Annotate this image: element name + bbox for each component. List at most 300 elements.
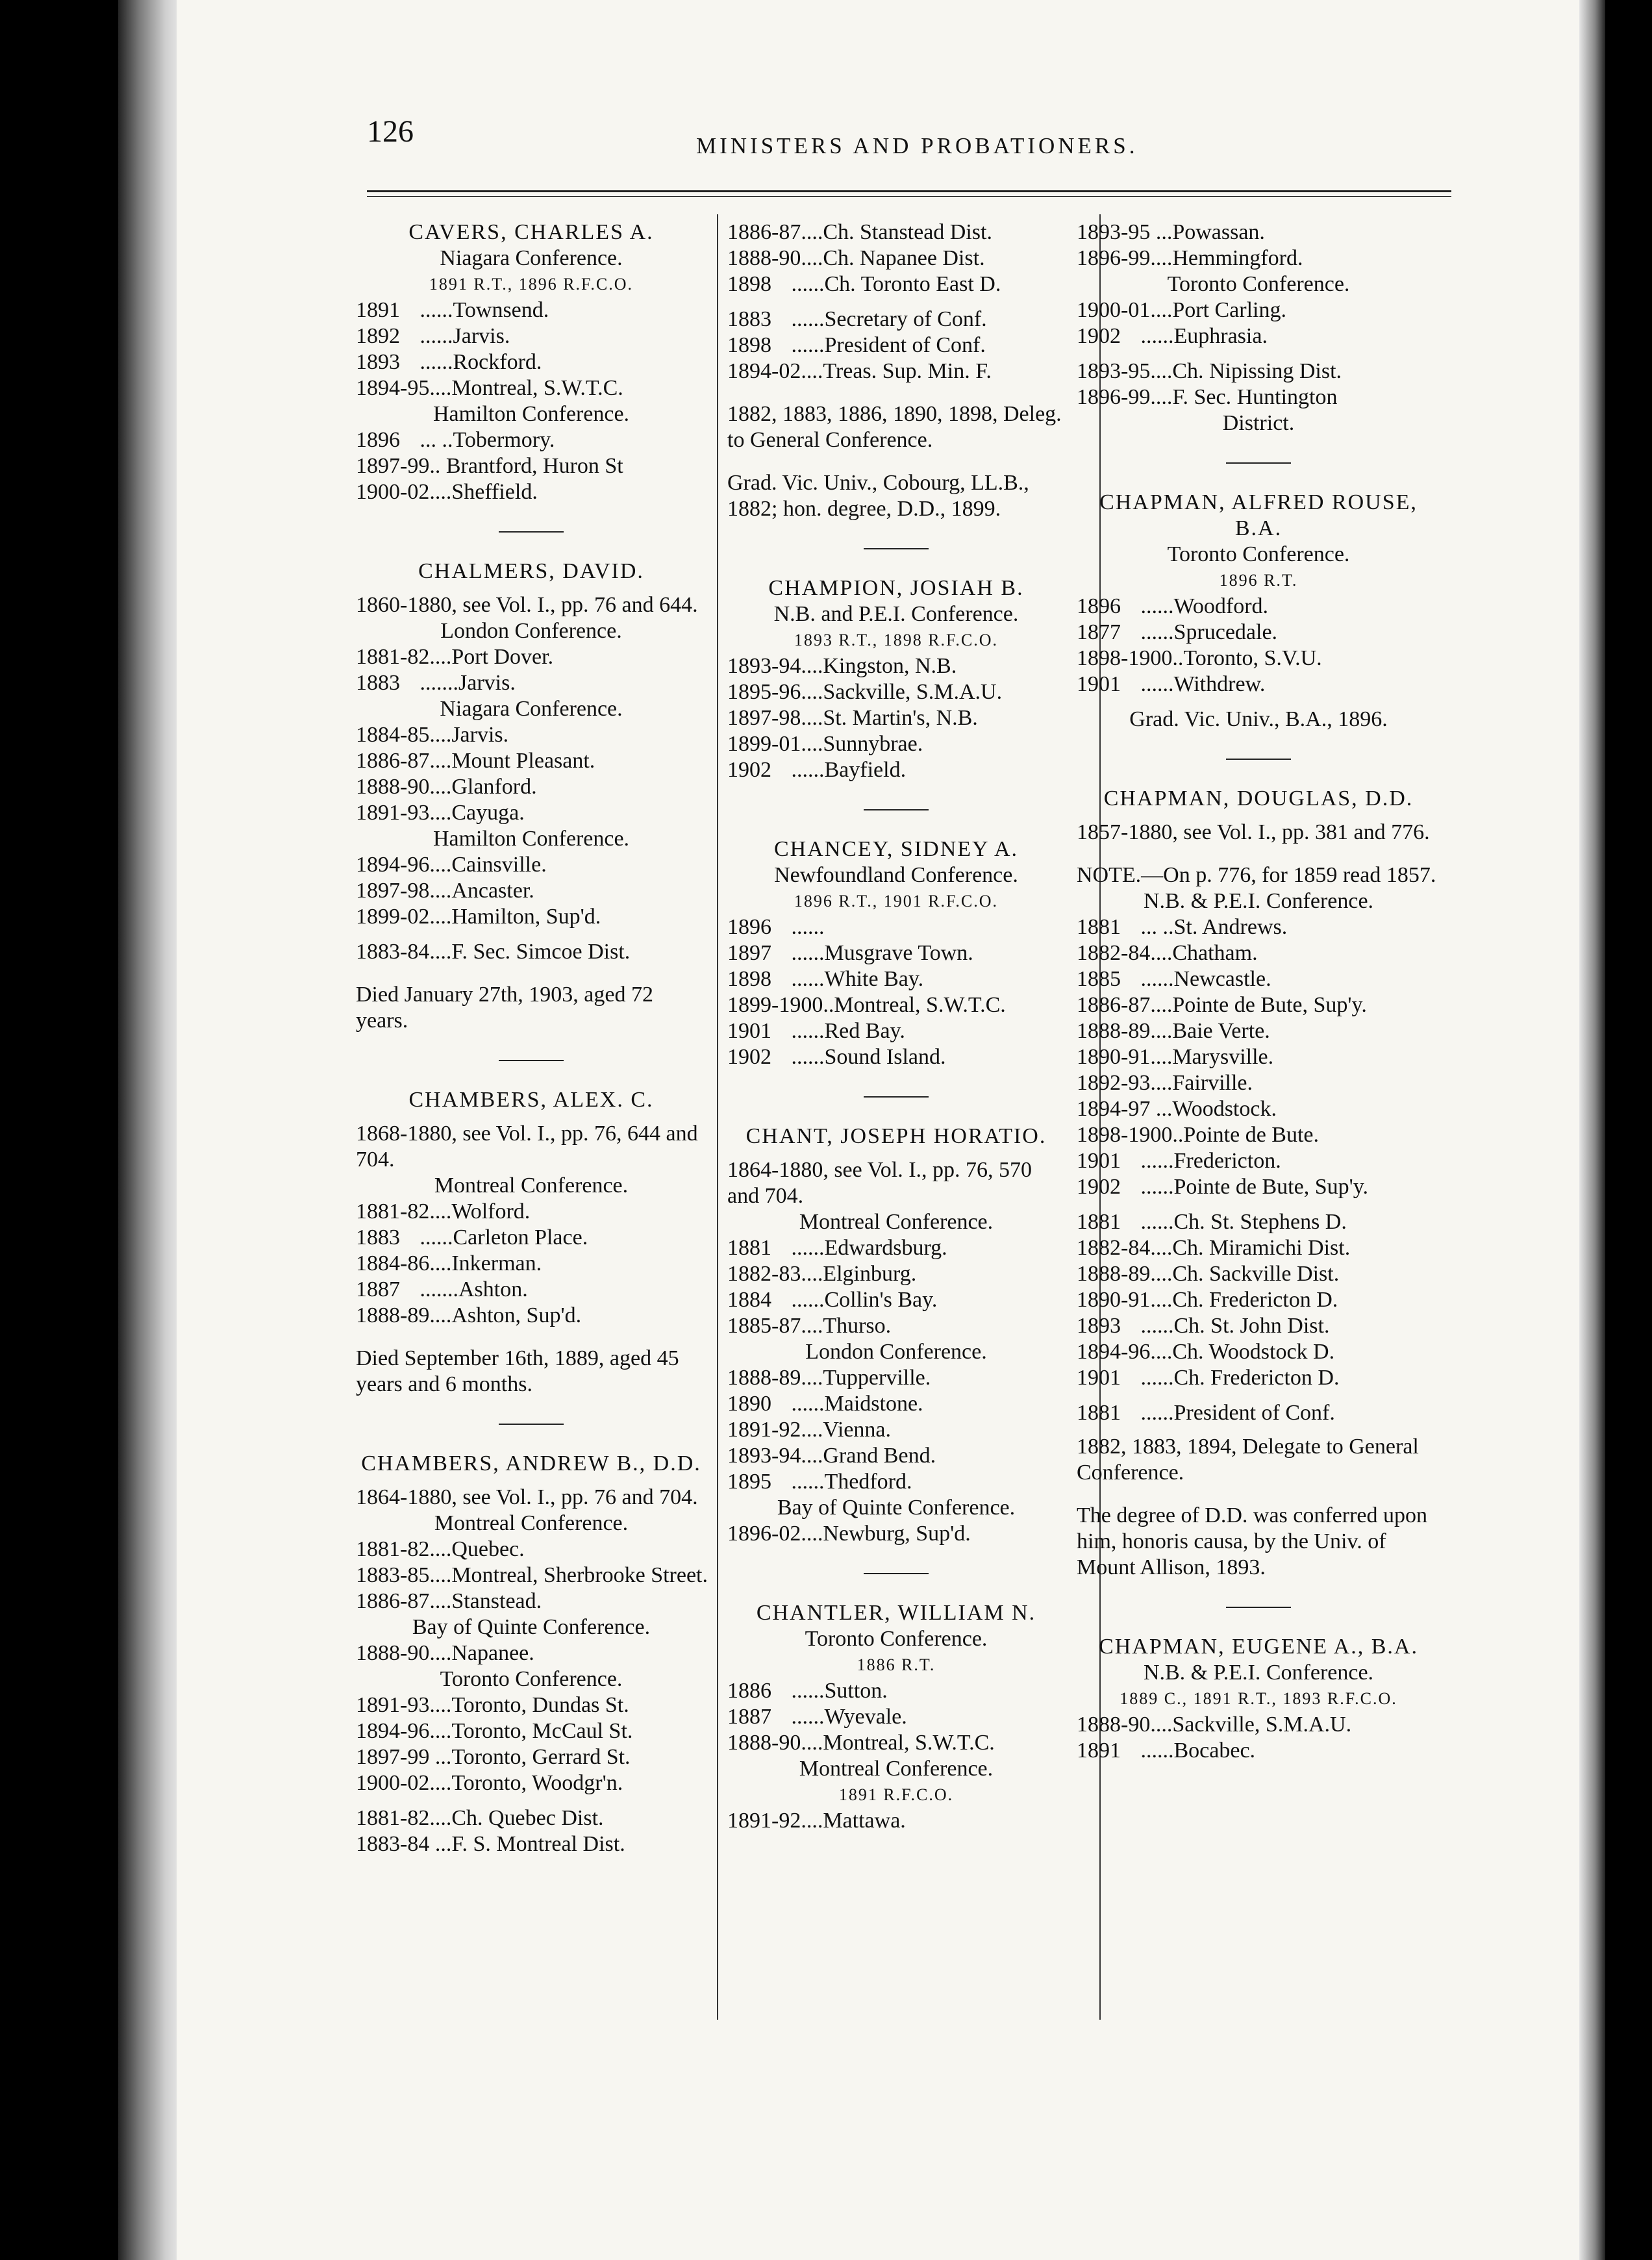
entry-text: ... ..St. Andrews. bbox=[1135, 915, 1288, 939]
note-text: Died January 27th, 1903, aged 72 years. bbox=[356, 983, 653, 1033]
entry-year: 1890-91 bbox=[1077, 1045, 1151, 1069]
entry-row bbox=[356, 323, 707, 349]
entry-text: ....Ch. Stanstead Dist. bbox=[801, 220, 992, 244]
entry-separator bbox=[499, 1060, 564, 1061]
entry-row bbox=[356, 722, 707, 748]
conference-line: N.B. and P.E.I. Conference. bbox=[773, 602, 1019, 626]
entry-row bbox=[727, 307, 1065, 333]
entry-text: ..Toronto, S.V.U. bbox=[1172, 646, 1322, 670]
entry-year: 1902 bbox=[1077, 324, 1121, 348]
entry-row bbox=[1077, 914, 1440, 940]
entry-year: 1888-90 bbox=[356, 1641, 430, 1665]
minister-name: CHAMPION, JOSIAH B. bbox=[768, 576, 1024, 600]
spacer bbox=[727, 297, 1065, 307]
conference-line: Grad. Vic. Univ., B.A., 1896. bbox=[1129, 707, 1388, 731]
entry-text: ......Newcastle. bbox=[1135, 967, 1271, 991]
conference-line: Newfoundland Conference. bbox=[774, 863, 1018, 887]
entry-year: 1899-02 bbox=[356, 905, 430, 929]
entry-year: 1902 bbox=[727, 758, 771, 782]
entry-separator bbox=[864, 548, 929, 549]
entry-row bbox=[727, 1443, 1065, 1469]
entry-row bbox=[727, 757, 1065, 783]
entry-year: 1888-89 bbox=[1077, 1019, 1151, 1043]
entry-text: ...Powassan. bbox=[1150, 220, 1265, 244]
entry-row bbox=[727, 1678, 1065, 1704]
entry-text: ....Kingston, N.B. bbox=[801, 654, 957, 678]
entry-text: ....Ch. Quebec Dist. bbox=[429, 1806, 604, 1830]
entry-row bbox=[1077, 992, 1440, 1018]
entry-year: 1881-82 bbox=[356, 1199, 430, 1224]
entry-row bbox=[1077, 1174, 1440, 1200]
entry-text: ....St. Martin's, N.B. bbox=[801, 706, 978, 730]
entry-text: ....Ch. Sackville Dist. bbox=[1150, 1262, 1340, 1286]
entry-year: 1897 bbox=[727, 941, 771, 965]
entry-row bbox=[727, 940, 1065, 966]
entry-text: ....Hemmingford. bbox=[1150, 246, 1303, 270]
entry-row bbox=[727, 1044, 1065, 1070]
entry-year: 1887 bbox=[727, 1705, 771, 1729]
note-text: 1882, 1883, 1886, 1890, 1898, Deleg. to General Conference. bbox=[727, 402, 1062, 452]
entry-year: 1886-87 bbox=[356, 1589, 430, 1613]
entry-row bbox=[727, 1521, 1065, 1547]
spacer bbox=[1077, 1486, 1440, 1495]
entry-row bbox=[1077, 1209, 1440, 1235]
note-text: The degree of D.D. was conferred upon him, honoris causa, by the Univ. of Mount Allison, 1893. bbox=[1077, 1503, 1427, 1579]
spacer bbox=[356, 1796, 707, 1805]
entry-text: ....Pointe de Bute, Sup'y. bbox=[1150, 993, 1367, 1017]
entry-text: ......Euphrasia. bbox=[1135, 324, 1268, 348]
entry-text: ....Grand Bend. bbox=[801, 1444, 936, 1468]
spacer bbox=[727, 453, 1065, 462]
entry-separator bbox=[499, 531, 564, 533]
entry-year: 1884-86 bbox=[356, 1251, 430, 1275]
entry-text: ......Ch. St. Stephens D. bbox=[1135, 1210, 1347, 1234]
conference-line: London Conference. bbox=[805, 1340, 987, 1364]
entry-year: 1888-90 bbox=[727, 1731, 801, 1755]
column-rule bbox=[717, 214, 718, 2020]
entry-year: 1892 bbox=[356, 324, 400, 348]
entry-text: ....Port Carling. bbox=[1150, 298, 1286, 322]
entry-row bbox=[1077, 1122, 1440, 1148]
entry-year: 1894-97 bbox=[1077, 1097, 1151, 1121]
entry-text: ......Secretary of Conf. bbox=[786, 307, 987, 331]
entry-text: ......Fredericton. bbox=[1135, 1149, 1281, 1173]
entry-text: ......Edwardsburg. bbox=[786, 1236, 947, 1260]
entry-row bbox=[727, 1730, 1065, 1756]
entry-row bbox=[1077, 1313, 1440, 1339]
entry-text: ....Sackville, S.M.A.U. bbox=[1150, 1713, 1352, 1737]
entry-text: ....Ashton, Sup'd. bbox=[429, 1303, 582, 1327]
entry-year: 1900-02 bbox=[356, 480, 430, 504]
entry-row bbox=[727, 992, 1065, 1018]
conference-line: Niagara Conference. bbox=[440, 697, 623, 721]
entry-row bbox=[1077, 220, 1440, 245]
entry-row bbox=[727, 358, 1065, 384]
entry-row bbox=[1077, 1096, 1440, 1122]
entry-year: 1888-90 bbox=[727, 246, 801, 270]
entry-year: 1883 bbox=[356, 1225, 400, 1249]
entry-text: ......Sound Island. bbox=[786, 1045, 946, 1069]
entry-row bbox=[1077, 1261, 1440, 1287]
note-text: 1864-1880, see Vol. I., pp. 76 and 704. bbox=[356, 1485, 698, 1509]
entry-year: 1894-96 bbox=[1077, 1340, 1151, 1364]
entry-year: 1882-84 bbox=[1077, 941, 1151, 965]
entry-year: 1881 bbox=[1077, 915, 1121, 939]
entry-text: ....Ch. Fredericton D. bbox=[1150, 1288, 1338, 1312]
entry-year: 1881-82 bbox=[356, 1537, 430, 1561]
entry-row bbox=[1077, 1400, 1440, 1426]
reception-line: 1889 C., 1891 R.T., 1893 R.F.C.O. bbox=[1120, 1689, 1397, 1708]
entry-row bbox=[727, 1261, 1065, 1287]
entry-text: ....Vienna. bbox=[801, 1418, 891, 1442]
entry-row bbox=[356, 349, 707, 375]
note-text: 1864-1880, see Vol. I., pp. 76, 570 and 704. bbox=[727, 1158, 1032, 1208]
entry-year: 1894-02 bbox=[727, 359, 801, 383]
conference-line: Hamilton Conference. bbox=[432, 402, 630, 426]
page-number: 126 bbox=[367, 114, 414, 149]
entry-text: .......Jarvis. bbox=[414, 671, 516, 695]
entry-row bbox=[1077, 245, 1440, 271]
entry-row bbox=[356, 748, 707, 774]
entry-text: ....Mattawa. bbox=[801, 1809, 906, 1833]
entry-row bbox=[1077, 1148, 1440, 1174]
conference-line: London Conference. bbox=[440, 619, 622, 643]
minister-name: CHANT, JOSEPH HORATIO. bbox=[745, 1124, 1047, 1148]
entry-text: ....Montreal, S.W.T.C. bbox=[429, 376, 623, 400]
entry-row bbox=[356, 1770, 707, 1796]
entry-year: 1892-93 bbox=[1077, 1071, 1151, 1095]
entry-year: 1886-87 bbox=[1077, 993, 1151, 1017]
entry-text: ....Chatham. bbox=[1150, 941, 1258, 965]
entry-year: 1884 bbox=[727, 1288, 771, 1312]
entry-row bbox=[727, 220, 1065, 245]
entry-text: ......Pointe de Bute, Sup'y. bbox=[1135, 1175, 1369, 1199]
entry-text: ....Montreal, S.W.T.C. bbox=[801, 1731, 995, 1755]
reception-line: 1896 R.T. bbox=[1219, 571, 1298, 590]
entry-year: 1891 bbox=[1077, 1739, 1121, 1763]
entry-separator bbox=[1226, 1607, 1291, 1608]
entry-row bbox=[1077, 966, 1440, 992]
entry-text: ......Musgrave Town. bbox=[786, 941, 973, 965]
entry-row bbox=[356, 1563, 707, 1588]
entry-row bbox=[356, 479, 707, 505]
entry-year: 1884-85 bbox=[356, 723, 430, 747]
entry-text: ......Jarvis. bbox=[414, 324, 510, 348]
note-text: Grad. Vic. Univ., Cobourg, LL.B., 1882; hon. degree, D.D., 1899. bbox=[727, 471, 1029, 521]
entry-text: ....Hamilton, Sup'd. bbox=[429, 905, 601, 929]
entry-year: 1896 bbox=[1077, 594, 1121, 618]
entry-row bbox=[1077, 940, 1440, 966]
entry-year: 1894-95 bbox=[356, 376, 430, 400]
entry-text: ......Withdrew. bbox=[1135, 672, 1266, 696]
entry-row bbox=[1077, 1712, 1440, 1738]
entry-year: 1888-90 bbox=[1077, 1713, 1151, 1737]
entry-separator bbox=[1226, 462, 1291, 464]
entry-year: 1891-92 bbox=[727, 1809, 801, 1833]
entry-text: ......Carleton Place. bbox=[414, 1225, 588, 1249]
entry-text: ....Thurso. bbox=[801, 1314, 892, 1338]
conference-line: Toronto Conference. bbox=[440, 1667, 623, 1691]
entry-row bbox=[727, 1391, 1065, 1417]
entry-text: ....Sunnybrae. bbox=[801, 732, 923, 756]
entry-row bbox=[727, 1417, 1065, 1443]
entry-text: ......Sutton. bbox=[786, 1679, 888, 1703]
entry-year: 1895-96 bbox=[727, 680, 801, 704]
entry-row bbox=[356, 800, 707, 826]
entry-text: ....Quebec. bbox=[429, 1537, 525, 1561]
entry-row bbox=[356, 644, 707, 670]
entry-year: 1897-98 bbox=[356, 879, 430, 903]
entry-year: 1899-01 bbox=[727, 732, 801, 756]
entry-row bbox=[1077, 323, 1440, 349]
entry-separator bbox=[1226, 759, 1291, 760]
entry-text: ......Townsend. bbox=[414, 298, 549, 322]
spacer bbox=[727, 384, 1065, 394]
entry-year: 1883-84 bbox=[356, 940, 430, 964]
spacer bbox=[356, 1329, 707, 1338]
entry-text: ......Red Bay. bbox=[786, 1019, 905, 1043]
header-rule bbox=[367, 190, 1451, 197]
conference-line: Hamilton Conference. bbox=[432, 827, 630, 851]
entry-year: 1896 bbox=[356, 428, 400, 452]
minister-name: CHALMERS, DAVID. bbox=[418, 559, 644, 583]
entry-text: .......Ashton. bbox=[414, 1277, 528, 1301]
entry-year: 1902 bbox=[1077, 1175, 1121, 1199]
entry-text: ......Bayfield. bbox=[786, 758, 907, 782]
entry-row bbox=[727, 653, 1065, 679]
entry-year: 1899-1900 bbox=[727, 993, 823, 1017]
entry-row bbox=[1077, 1235, 1440, 1261]
entry-year: 1898 bbox=[727, 967, 771, 991]
entry-text: ...Woodstock. bbox=[1150, 1097, 1277, 1121]
entry-text: ....Sackville, S.M.A.U. bbox=[801, 680, 1003, 704]
entry-year: 1883-85 bbox=[356, 1563, 430, 1587]
conference-line: Montreal Conference. bbox=[434, 1174, 629, 1198]
minister-name: CHANCEY, SIDNEY A. bbox=[773, 837, 1019, 861]
entry-row bbox=[727, 1313, 1065, 1339]
minister-name: CHAPMAN, DOUGLAS, D.D. bbox=[1103, 786, 1414, 810]
entry-year: 1897-98 bbox=[727, 706, 801, 730]
entry-year: 1901 bbox=[727, 1019, 771, 1043]
entry-year: 1894-96 bbox=[356, 853, 430, 877]
entry-year: 1900-02 bbox=[356, 1771, 430, 1795]
entry-text: ....Marysville. bbox=[1150, 1045, 1274, 1069]
entry-text: ....Glanford. bbox=[429, 775, 537, 799]
entry-year: 1895 bbox=[727, 1470, 771, 1494]
entry-text: ......Wyevale. bbox=[786, 1705, 907, 1729]
entry-row bbox=[356, 1805, 707, 1831]
entry-text: ...... bbox=[786, 915, 825, 939]
conference-line: Montreal Conference. bbox=[799, 1757, 994, 1781]
entry-row bbox=[1077, 1287, 1440, 1313]
entry-row bbox=[356, 375, 707, 401]
entry-row bbox=[356, 1277, 707, 1303]
entry-year: 1898 bbox=[727, 272, 771, 296]
conference-line: Toronto Conference. bbox=[1167, 272, 1350, 296]
entry-year: 1888-89 bbox=[356, 1303, 430, 1327]
entry-year: 1887 bbox=[356, 1277, 400, 1301]
entry-year: 1898-1900 bbox=[1077, 1123, 1173, 1147]
entry-row bbox=[727, 705, 1065, 731]
entry-row bbox=[727, 679, 1065, 705]
entry-row bbox=[727, 1365, 1065, 1391]
note-text: Died September 16th, 1889, aged 45 years and 6 months. bbox=[356, 1346, 679, 1396]
entry-text: ....Treas. Sup. Min. F. bbox=[801, 359, 992, 383]
entry-row bbox=[1077, 1738, 1440, 1764]
entry-text: ....Wolford. bbox=[429, 1199, 531, 1224]
entry-year: 1882-83 bbox=[727, 1262, 801, 1286]
entry-text: ... ..Tobermory. bbox=[414, 428, 555, 452]
column-2 bbox=[727, 220, 1065, 1834]
entry-row bbox=[1077, 384, 1440, 410]
note-text: 1860-1880, see Vol. I., pp. 76 and 644. bbox=[356, 593, 698, 617]
entry-year: 1885-87 bbox=[727, 1314, 801, 1338]
entry-row bbox=[356, 774, 707, 800]
entry-year: 1888-89 bbox=[1077, 1262, 1151, 1286]
entry-year: 1885 bbox=[1077, 967, 1121, 991]
minister-name: CHAMBERS, ANDREW B., D.D. bbox=[361, 1451, 701, 1475]
entry-row bbox=[727, 731, 1065, 757]
entry-row bbox=[356, 1831, 707, 1857]
entry-year: 1890 bbox=[727, 1392, 771, 1416]
entry-row bbox=[356, 1744, 707, 1770]
entry-text: ......Collin's Bay. bbox=[786, 1288, 938, 1312]
entry-year: 1888-90 bbox=[356, 775, 430, 799]
entry-year: 1891-93 bbox=[356, 801, 430, 825]
spacer bbox=[1077, 1200, 1440, 1209]
entry-year: 1877 bbox=[1077, 620, 1121, 644]
entry-text: ....Elginburg. bbox=[801, 1262, 917, 1286]
entry-separator bbox=[864, 809, 929, 810]
conference-line: District. bbox=[1222, 411, 1295, 435]
entry-text: ...Toronto, Gerrard St. bbox=[429, 1745, 631, 1769]
minister-name: CHAMBERS, ALEX. C. bbox=[408, 1088, 654, 1112]
entry-row bbox=[356, 1640, 707, 1666]
entry-text: ....Toronto, Dundas St. bbox=[429, 1693, 629, 1717]
entry-text: ....Newburg, Sup'd. bbox=[801, 1522, 971, 1546]
entry-row bbox=[1077, 1044, 1440, 1070]
entry-text: ....Cayuga. bbox=[429, 801, 525, 825]
entry-row bbox=[727, 966, 1065, 992]
entry-text: ..Montreal, S.W.T.C. bbox=[823, 993, 1006, 1017]
entry-year: 1896-02 bbox=[727, 1522, 801, 1546]
entry-text: ....Napanee. bbox=[429, 1641, 534, 1665]
minister-name: CAVERS, CHARLES A. bbox=[408, 220, 654, 244]
entry-year: 1893-94 bbox=[727, 1444, 801, 1468]
entry-text: ..Pointe de Bute. bbox=[1172, 1123, 1320, 1147]
entry-year: 1897-99 bbox=[356, 454, 430, 478]
entry-year: 1898 bbox=[727, 333, 771, 357]
entry-row bbox=[1077, 297, 1440, 323]
entry-row bbox=[727, 1704, 1065, 1730]
running-head: MINISTERS AND PROBATIONERS. bbox=[696, 133, 1138, 158]
entry-row bbox=[356, 939, 707, 965]
entry-year: 1893 bbox=[356, 350, 400, 374]
entry-year: 1902 bbox=[727, 1045, 771, 1069]
conference-line: Toronto Conference. bbox=[1167, 542, 1350, 566]
entry-row bbox=[727, 1018, 1065, 1044]
entry-row bbox=[1077, 646, 1440, 672]
spacer bbox=[1077, 846, 1440, 855]
conference-line: N.B. & P.E.I. Conference. bbox=[1143, 1661, 1374, 1685]
book-gutter bbox=[118, 0, 186, 2260]
entry-text: ....Ch. Woodstock D. bbox=[1150, 1340, 1335, 1364]
entry-text: ......Ch. Toronto East D. bbox=[786, 272, 1001, 296]
entry-year: 1890-91 bbox=[1077, 1288, 1151, 1312]
entry-row bbox=[1077, 1018, 1440, 1044]
entry-row bbox=[356, 427, 707, 453]
entry-year: 1888-89 bbox=[727, 1366, 801, 1390]
column-1 bbox=[356, 220, 707, 1857]
entry-row bbox=[727, 914, 1065, 940]
entry-row bbox=[1077, 620, 1440, 646]
entry-row bbox=[356, 1225, 707, 1251]
reception-line: 1896 R.T., 1901 R.F.C.O. bbox=[794, 892, 999, 910]
conference-line: Montreal Conference. bbox=[434, 1511, 629, 1535]
entry-text: ....Fairville. bbox=[1150, 1071, 1253, 1095]
entry-text: ......Ch. Fredericton D. bbox=[1135, 1366, 1340, 1390]
entry-row bbox=[1077, 1070, 1440, 1096]
conference-line: Bay of Quinte Conference. bbox=[777, 1496, 1016, 1520]
entry-row bbox=[727, 1469, 1065, 1495]
entry-row bbox=[727, 271, 1065, 297]
entry-year: 1891 bbox=[356, 298, 400, 322]
entry-text: ....F. Sec. Simcoe Dist. bbox=[429, 940, 631, 964]
entry-text: ....Jarvis. bbox=[429, 723, 509, 747]
entry-row bbox=[356, 670, 707, 696]
entry-row bbox=[356, 1588, 707, 1614]
entry-row bbox=[356, 852, 707, 878]
entry-year: 1886-87 bbox=[356, 749, 430, 773]
entry-row bbox=[356, 1718, 707, 1744]
page-edge bbox=[1579, 0, 1605, 2260]
reception-line: 1886 R.T. bbox=[857, 1655, 936, 1674]
entry-row bbox=[356, 453, 707, 479]
entry-year: 1901 bbox=[1077, 672, 1121, 696]
entry-year: 1900-01 bbox=[1077, 298, 1151, 322]
minister-name: CHAPMAN, EUGENE A., B.A. bbox=[1099, 1635, 1418, 1659]
entry-text: ....Inkerman. bbox=[429, 1251, 542, 1275]
entry-text: ....Ch. Miramichi Dist. bbox=[1150, 1236, 1351, 1260]
entry-row bbox=[356, 1692, 707, 1718]
entry-year: 1893 bbox=[1077, 1314, 1121, 1338]
entry-text: ......President of Conf. bbox=[786, 333, 986, 357]
entry-row bbox=[1077, 594, 1440, 620]
entry-row bbox=[356, 878, 707, 904]
entry-year: 1886 bbox=[727, 1679, 771, 1703]
entry-year: 1883 bbox=[356, 671, 400, 695]
entry-text: ....Toronto, McCaul St. bbox=[429, 1719, 633, 1743]
entry-text: ....F. Sec. Huntington bbox=[1150, 385, 1338, 409]
conference-line: Toronto Conference. bbox=[805, 1627, 988, 1651]
entry-year: 1896-99 bbox=[1077, 385, 1151, 409]
entry-year: 1882-84 bbox=[1077, 1236, 1151, 1260]
entry-row bbox=[356, 904, 707, 930]
spacer bbox=[1077, 697, 1440, 707]
reception-line: 1891 R.T., 1896 R.F.C.O. bbox=[429, 275, 634, 294]
entry-row bbox=[727, 1287, 1065, 1313]
entry-text: ....Ancaster. bbox=[429, 879, 534, 903]
spacer bbox=[1077, 349, 1440, 358]
entry-text: ....Baie Verte. bbox=[1150, 1019, 1270, 1043]
entry-row bbox=[1077, 672, 1440, 697]
note-text: 1857-1880, see Vol. I., pp. 381 and 776. bbox=[1077, 820, 1430, 844]
entry-text: ....Mount Pleasant. bbox=[429, 749, 595, 773]
note-text: NOTE.—On p. 776, for 1859 read 1857. bbox=[1077, 863, 1436, 887]
entry-text: ......Bocabec. bbox=[1135, 1739, 1256, 1763]
entry-row bbox=[356, 1251, 707, 1277]
entry-row bbox=[727, 1808, 1065, 1834]
